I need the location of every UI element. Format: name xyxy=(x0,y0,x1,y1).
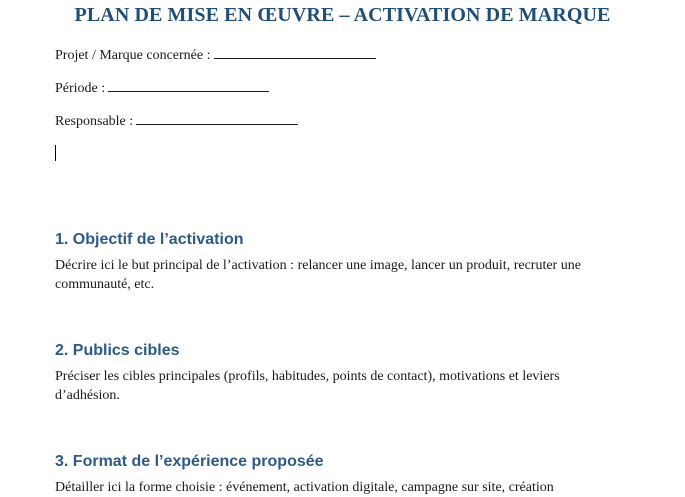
fill-in-line-responsable[interactable] xyxy=(136,112,298,125)
field-label-projet: Projet / Marque concernée : xyxy=(55,48,211,63)
field-responsable xyxy=(55,112,298,130)
text-cursor xyxy=(55,145,56,161)
section-heading-objectif: 1. Objectif de l’activation xyxy=(55,231,244,248)
section-body-objectif[interactable]: Décrire ici le but principal de l’activation : relancer une image, lancer un produit, recruter une communauté, etc. xyxy=(55,258,581,292)
document-title: PLAN DE MISE EN ŒUVRE – ACTIVATION DE MARQUE xyxy=(74,4,611,26)
field-label-periode: Période : xyxy=(55,81,106,96)
fill-in-line-projet[interactable] xyxy=(214,46,376,59)
section-body-publics[interactable]: Préciser les cibles principales (profils, habitudes, points de contact), motivations et leviers d’adhésion. xyxy=(55,369,560,403)
fill-in-line-periode[interactable] xyxy=(108,79,269,92)
field-label-responsable: Responsable : xyxy=(55,114,134,129)
field-periode xyxy=(55,79,269,97)
section-heading-publics: 2. Publics cibles xyxy=(55,342,180,359)
section-heading-format: 3. Format de l’expérience proposée xyxy=(55,453,324,470)
field-projet-marque xyxy=(55,46,376,64)
section-body-format[interactable]: Détailler ici la forme choisie : événement, activation digitale, campagne sur site, création xyxy=(55,480,554,495)
